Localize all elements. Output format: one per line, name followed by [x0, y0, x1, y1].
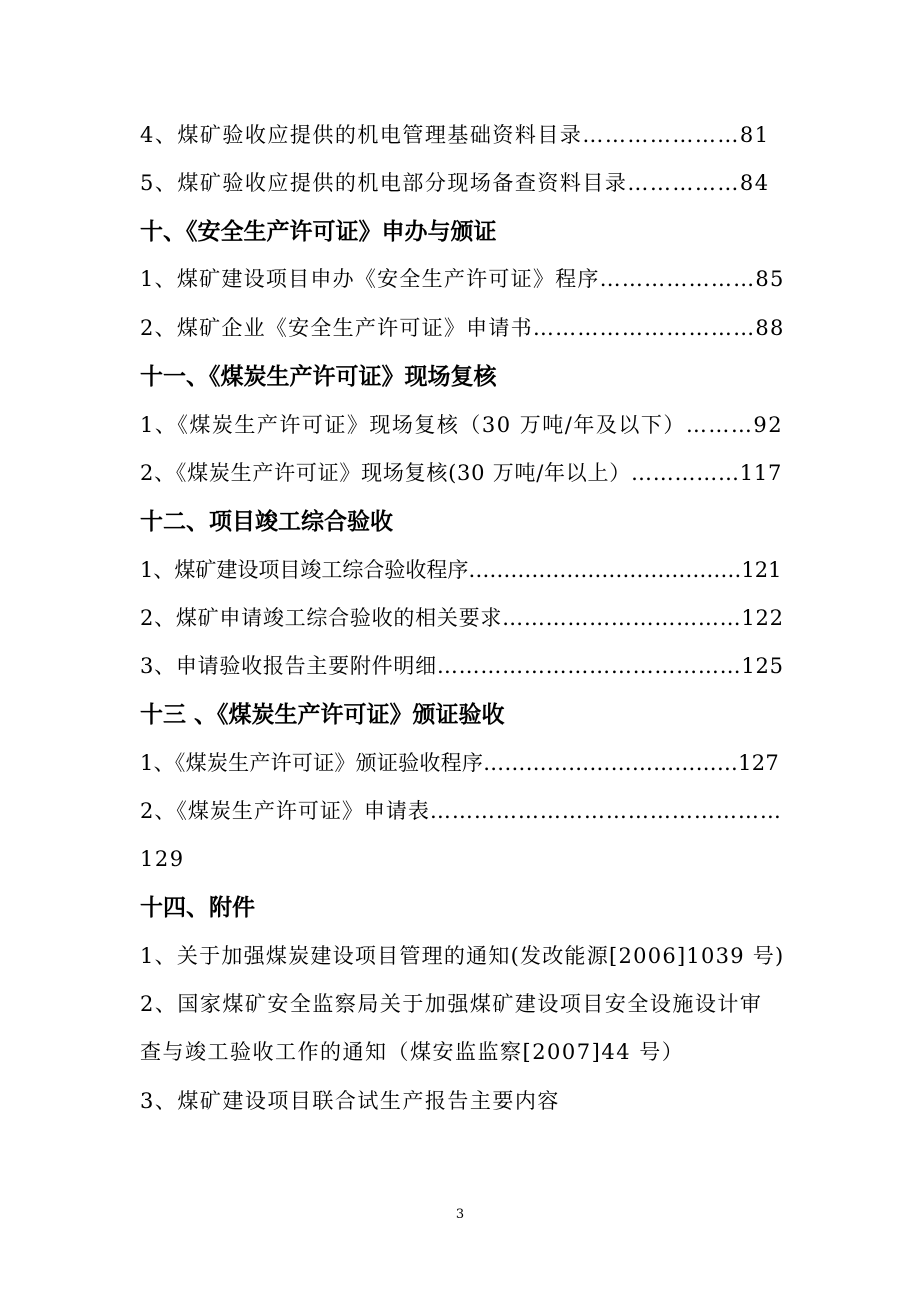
toc-entry: 2、《煤炭生产许可证》申请表…………………………………………	[140, 799, 782, 823]
toc-entry: 1、煤矿建设项目竣工综合验收程序…………………………………121	[140, 558, 782, 582]
section-heading: 十三 、《煤炭生产许可证》颁证验收	[140, 701, 505, 728]
toc-entry: 3、煤矿建设项目联合试生产报告主要内容	[140, 1089, 560, 1113]
section-heading: 十二、项目竣工综合验收	[140, 508, 393, 535]
toc-entry: 2、煤矿企业《安全生产许可证》申请书…………………………88	[140, 316, 785, 340]
toc-entry: 4、煤矿验收应提供的机电管理基础资料目录…………………81	[140, 123, 770, 147]
section-heading: 十四、附件	[140, 894, 255, 921]
section-heading: 十一、《煤炭生产许可证》现场复核	[140, 363, 497, 390]
toc-entry: 1、关于加强煤炭建设项目管理的通知(发改能源[2006]1039 号)	[140, 944, 785, 968]
toc-entry: 3、申请验收报告主要附件明细……………………………………125	[140, 654, 784, 678]
toc-entry: 1、《煤炭生产许可证》颁证验收程序………………………………127	[140, 751, 779, 775]
section-heading: 十、《安全生产许可证》申办与颁证	[140, 218, 497, 245]
toc-entry-page: 129	[140, 847, 185, 871]
toc-entry: 5、煤矿验收应提供的机电部分现场备查资料目录……………84	[140, 171, 770, 195]
toc-entry-continued: 查与竣工验收工作的通知（煤安监监察[2007]44 号）	[140, 1040, 685, 1064]
toc-entry: 2、《煤炭生产许可证》现场复核(30 万吨/年以上）……………117	[140, 461, 783, 485]
toc-entry: 2、国家煤矿安全监察局关于加强煤矿建设项目安全设施设计审	[140, 992, 763, 1016]
toc-entry: 1、《煤炭生产许可证》现场复核（30 万吨/年及以下）………92	[140, 413, 784, 437]
toc-entry: 1、煤矿建设项目申办《安全生产许可证》程序…………………85	[140, 267, 785, 291]
page-number: 3	[455, 1207, 465, 1222]
toc-entry: 2、煤矿申请竣工综合验收的相关要求……………………………122	[140, 606, 784, 630]
